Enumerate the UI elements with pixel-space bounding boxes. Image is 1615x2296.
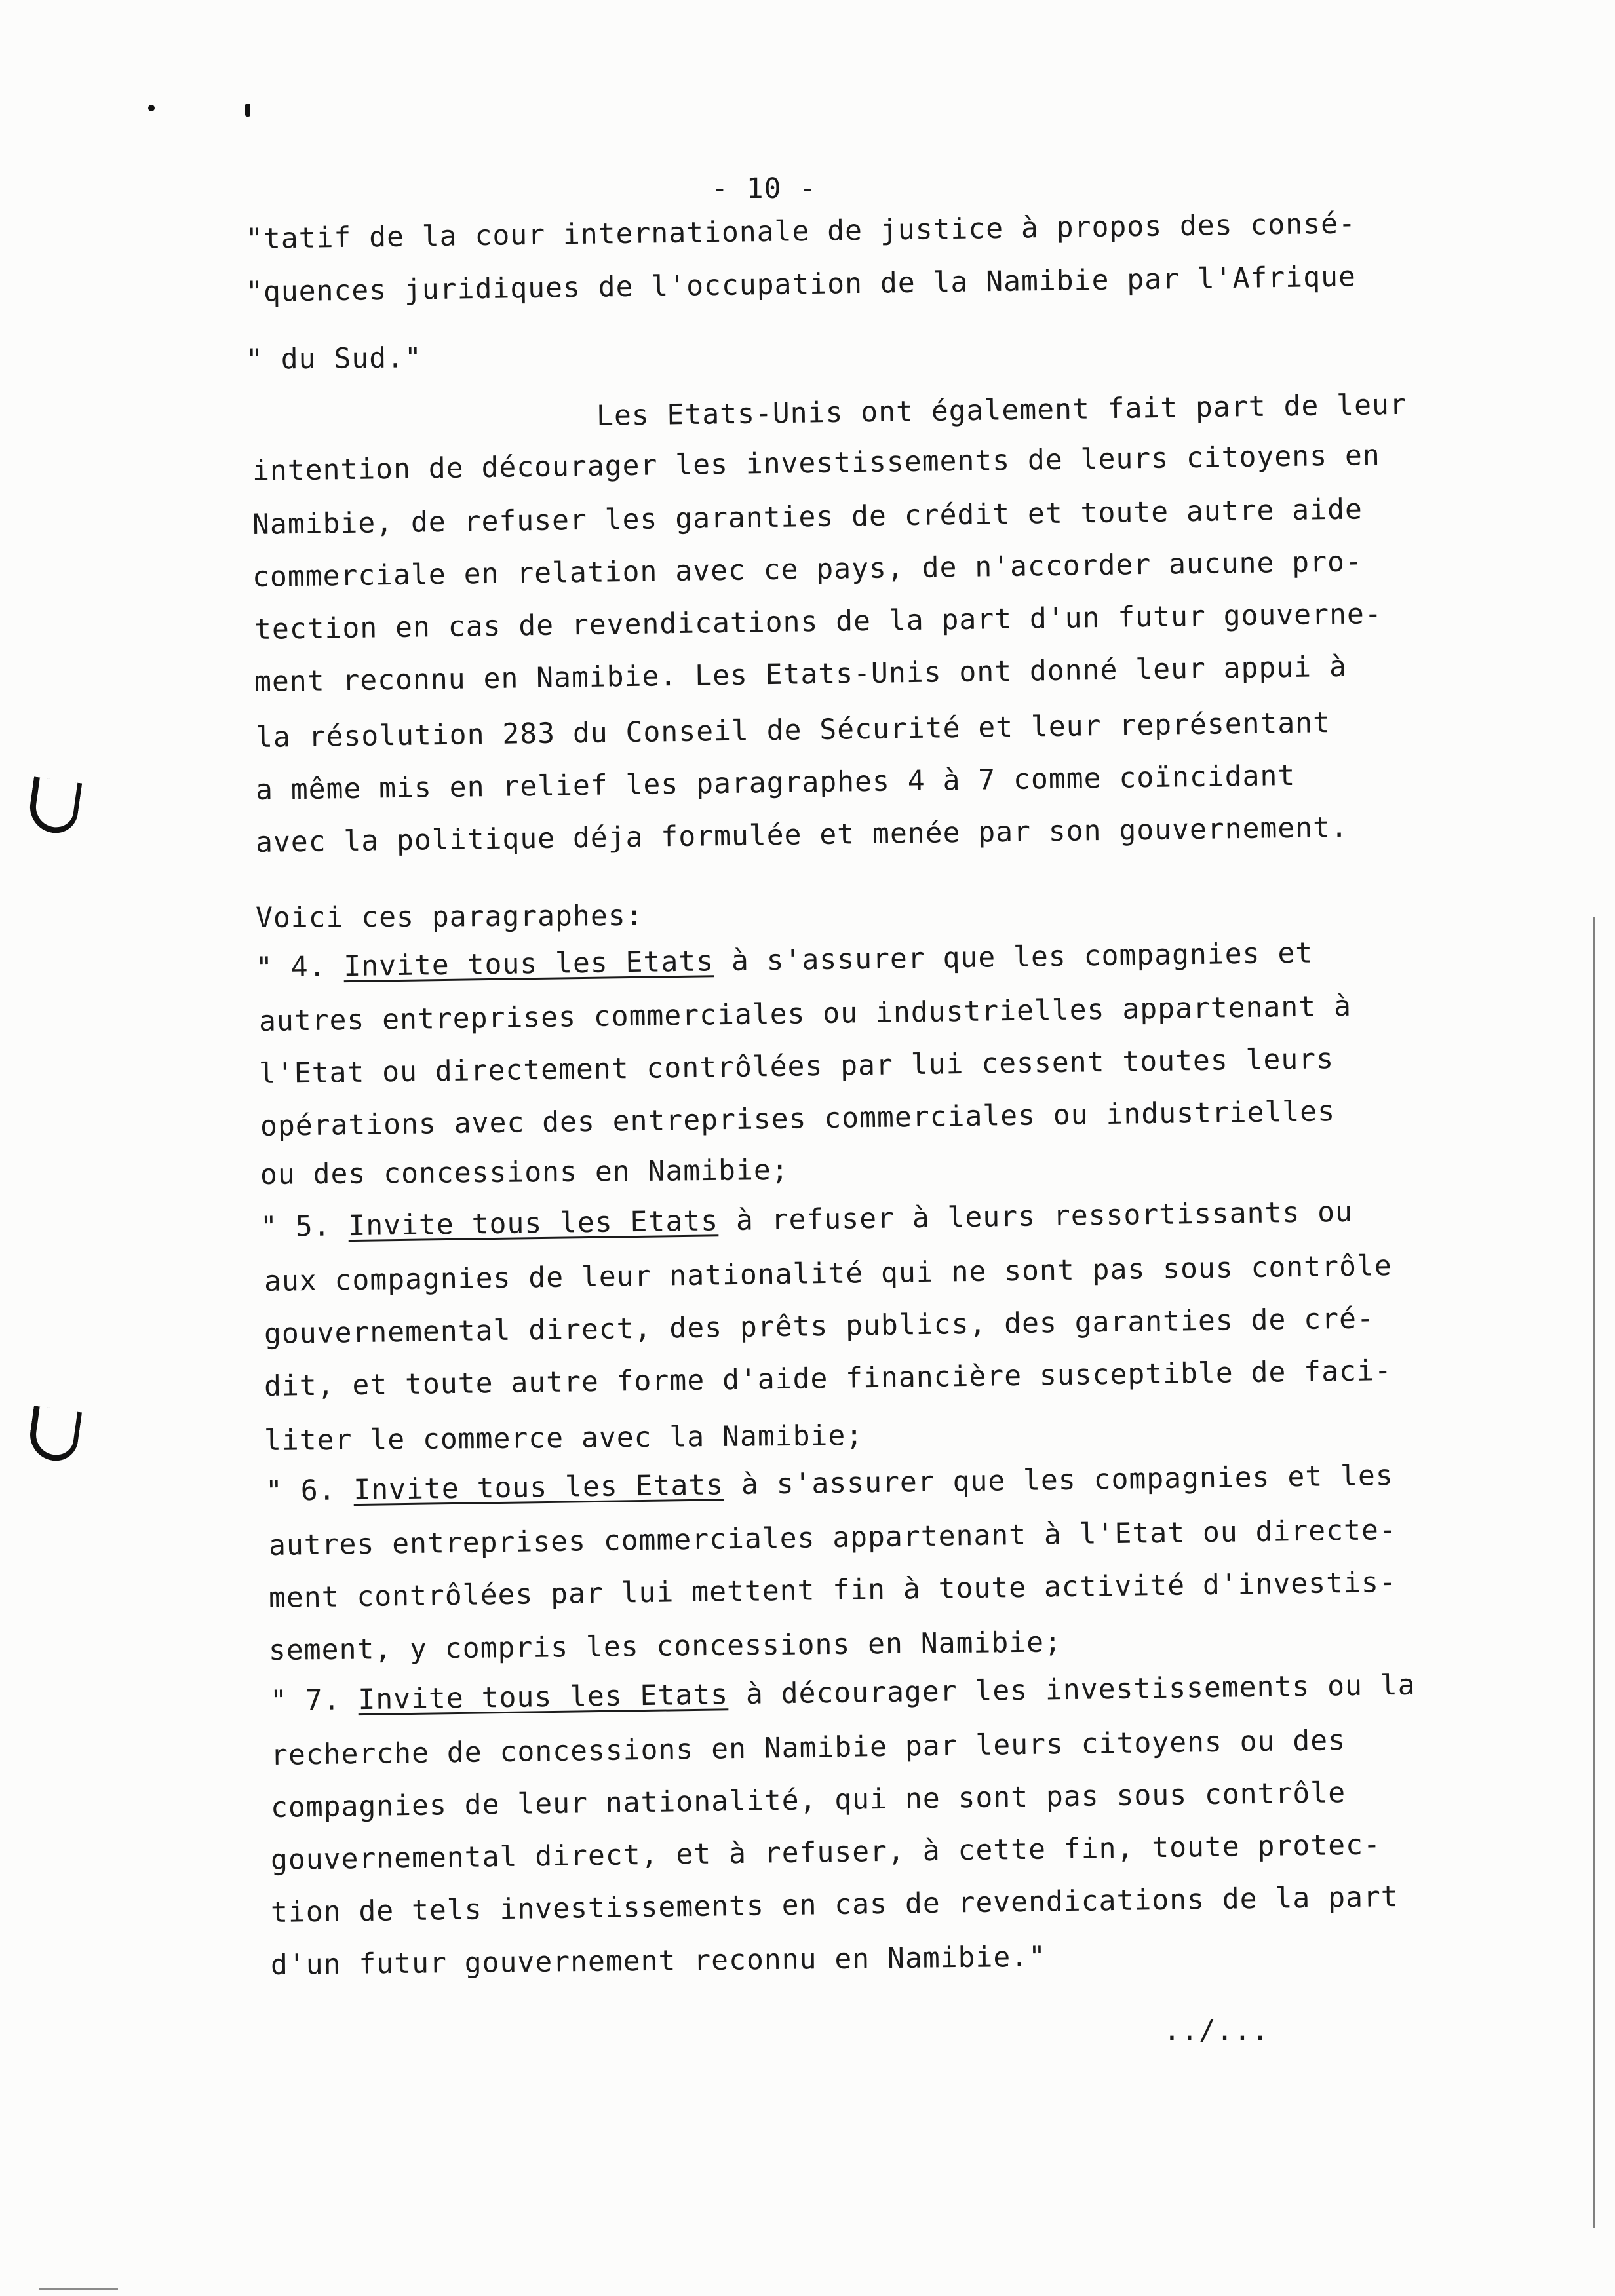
text-line: aux compagnies de leur nationalité qui ne sont pas sous contrôle	[263, 1249, 1393, 1298]
text-line: sement, y compris les concessions en Namibie;	[268, 1626, 1062, 1667]
text-line: "tatif de la cour internationale de justice à propos des consé-	[245, 207, 1357, 256]
paragraph-prefix: " 5.	[260, 1210, 349, 1244]
underlined-phrase: Invite tous les Etats	[358, 1678, 729, 1717]
text-line: "quences juridiques de l'occupation de la Namibie par l'Afrique	[245, 260, 1357, 309]
paragraph-text: à refuser à leurs ressortissants ou	[718, 1195, 1353, 1238]
paragraph-4-first-line	[255, 936, 1313, 984]
text-line: intention de décourager les investissements de leurs citoyens en	[252, 438, 1381, 488]
binder-hole-mark	[27, 776, 83, 836]
underlined-phrase: Invite tous les Etats	[343, 945, 714, 984]
text-line: gouvernemental direct, et à refuser, à cette fin, toute protec-	[270, 1828, 1382, 1877]
paragraph-text: à s'assurer que les compagnies et les	[723, 1459, 1394, 1502]
text-line: commerciale en relation avec ce pays, de n'accorder aucune pro-	[252, 545, 1363, 594]
paragraph-5-first-line	[260, 1195, 1353, 1244]
binder-hole-mark	[27, 1406, 82, 1464]
text-line: Voici ces paragraphes:	[255, 899, 644, 934]
text-line: tection en cas de revendications de la part d'un futur gouverne-	[254, 597, 1383, 646]
text-line: d'un futur gouvernement reconnu en Namibie."	[270, 1940, 1047, 1981]
scan-edge-line	[1593, 917, 1595, 2228]
text-line: Namibie, de refuser les garanties de crédit et toute autre aide	[252, 493, 1363, 541]
text-line: a même mis en relief les paragraphes 4 à 7 comme coïncidant	[255, 759, 1296, 807]
text-line: dit, et toute autre forme d'aide financière susceptible de faci-	[263, 1354, 1393, 1403]
continuation-mark: ../...	[1163, 2014, 1270, 2047]
text-line: recherche de concessions en Namibie par leurs citoyens ou des	[270, 1724, 1346, 1772]
scan-dot-mark	[245, 104, 250, 117]
text-line: l'Etat ou directement contrôlées par lui cessent toutes leurs	[258, 1043, 1334, 1090]
paragraph-prefix: " 7.	[269, 1683, 359, 1717]
text-line: ou des concessions en Namibie;	[260, 1153, 789, 1191]
paragraph-prefix: " 4.	[255, 950, 344, 984]
text-line: compagnies de leur nationalité, qui ne sont pas sous contrôle	[270, 1776, 1346, 1824]
text-line: opérations avec des entreprises commerciales ou industrielles	[260, 1095, 1336, 1143]
text-line: la résolution 283 du Conseil de Sécurité et leur représentant	[255, 706, 1331, 754]
text-line: avec la politique déja formulée et menée par son gouvernement.	[255, 811, 1349, 859]
scan-edge-line	[39, 2288, 118, 2290]
paragraph-text: à s'assurer que les compagnies et	[713, 936, 1313, 978]
text-line: liter le commerce avec la Namibie;	[263, 1419, 864, 1457]
text-line: gouvernemental direct, des prêts publics, des garanties de cré-	[263, 1302, 1375, 1350]
text-line: autres entreprises commerciales appartenant à l'Etat ou directe-	[268, 1513, 1397, 1562]
text-line: Les Etats-Unis ont également fait part de leur	[596, 388, 1408, 432]
text-line: autres entreprises commerciales ou industrielles appartenant à	[258, 989, 1352, 1038]
text-line: tion de tels investissements en cas de revendications de la part	[270, 1880, 1399, 1929]
paragraph-prefix: " 6.	[265, 1474, 354, 1508]
text-line: " du Sud."	[245, 341, 423, 376]
text-line: ment reconnu en Namibie. Les Etats-Unis ont donné leur appui à	[254, 650, 1348, 698]
underlined-phrase: Invite tous les Etats	[353, 1468, 724, 1507]
text-line: ment contrôlées par lui mettent fin à toute activité d'investis-	[268, 1565, 1397, 1615]
paragraph-text: à décourager les investissements ou la	[728, 1668, 1416, 1712]
page-number: - 10 -	[711, 172, 817, 205]
paragraph-7-first-line	[269, 1668, 1416, 1717]
underlined-phrase: Invite tous les Etats	[348, 1204, 719, 1243]
paragraph-6-first-line	[265, 1459, 1394, 1508]
scan-dot-mark	[148, 105, 155, 111]
